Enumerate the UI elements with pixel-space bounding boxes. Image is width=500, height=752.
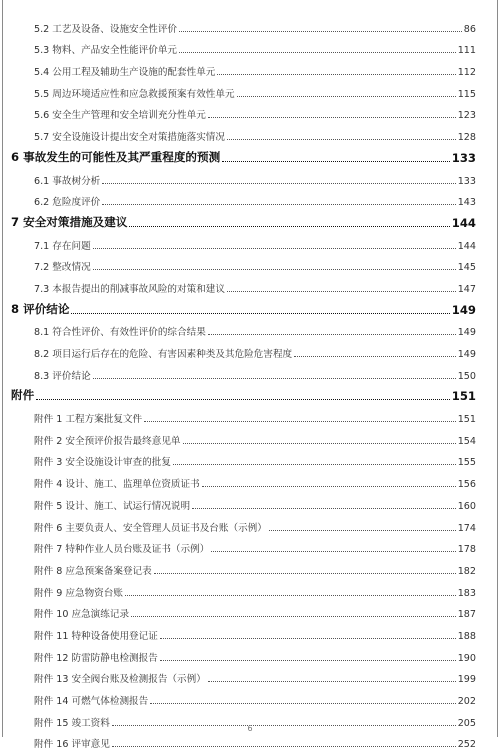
toc-dot-leader <box>208 116 456 118</box>
toc-entry-title: 附件 8 应急预案备案登记表 <box>34 565 152 577</box>
toc-entry-title: 5.4 公用工程及辅助生产设施的配套性单元 <box>34 67 216 79</box>
toc-dot-leader <box>160 659 456 661</box>
toc-dot-leader <box>125 594 456 596</box>
toc-dot-leader <box>217 73 455 75</box>
toc-entry-page: 156 <box>457 479 476 491</box>
toc-dot-leader <box>208 333 456 335</box>
toc-entry-page: 111 <box>457 45 476 57</box>
toc-section-entry[interactable] <box>0 275 500 297</box>
toc-entry-title: 附件 6 主要负责人、安全管理人员证书及台账（示例） <box>34 522 267 534</box>
toc-entry-page: 86 <box>463 23 476 35</box>
toc-entry-page: 183 <box>457 587 476 599</box>
toc-entry-page: 182 <box>457 565 476 577</box>
toc-section-entry[interactable] <box>0 362 500 384</box>
toc-entry-title: 5.7 安全设施设计提出安全对策措施落实情况 <box>34 132 225 144</box>
toc-entry-title: 8 评价结论 <box>11 301 70 316</box>
toc-section-entry[interactable] <box>0 449 500 471</box>
toc-entry-page: 147 <box>457 283 476 295</box>
toc-section-entry[interactable] <box>0 319 500 341</box>
toc-section-entry[interactable] <box>0 254 500 276</box>
toc-section-entry[interactable] <box>0 666 500 688</box>
toc-entry-page: 174 <box>457 522 476 534</box>
toc-section-entry[interactable] <box>0 37 500 59</box>
toc-section-entry[interactable] <box>0 644 500 666</box>
toc-entry-title: 附件 5 设计、施工、试运行情况说明 <box>34 500 191 512</box>
toc-entry-title: 8.3 评价结论 <box>34 370 91 382</box>
toc-entry-page: 133 <box>451 150 476 165</box>
toc-entry-page: 252 <box>457 739 476 751</box>
toc-section-entry[interactable] <box>0 601 500 623</box>
toc-dot-leader <box>102 182 455 184</box>
toc-entry-page: 115 <box>457 88 476 100</box>
toc-entry-page: 150 <box>457 370 476 382</box>
toc-dot-leader <box>131 615 456 617</box>
toc-dot-leader <box>269 529 456 531</box>
toc-entry-title: 附件 13 安全阀台账及检测报告（示例） <box>34 674 206 686</box>
toc-section-entry[interactable] <box>0 232 500 254</box>
toc-section-entry[interactable] <box>0 557 500 579</box>
toc-entry-page: 205 <box>457 717 476 729</box>
toc-entry-title: 附件 3 安全设施设计审查的批复 <box>34 457 171 469</box>
toc-entry-title: 7 安全对策措施及建议 <box>11 214 128 229</box>
page-number: 6 <box>247 724 253 733</box>
toc-entry-title: 5.6 安全生产管理和安全培训充分性单元 <box>34 110 206 122</box>
toc-dot-leader <box>144 420 456 422</box>
toc-section-entry[interactable] <box>0 80 500 102</box>
toc-entry-title: 6.2 危险度评价 <box>34 197 101 209</box>
toc-section-entry[interactable] <box>0 427 500 449</box>
toc-entry-title: 7.1 存在问题 <box>34 240 91 252</box>
toc-dot-leader <box>112 745 456 747</box>
toc-entry-page: 143 <box>457 197 476 209</box>
toc-entry-title: 5.3 物料、产品安全性能评价单元 <box>34 45 178 57</box>
toc-dot-leader <box>179 51 456 53</box>
toc-entry-title: 附件 12 防雷防静电检测报告 <box>34 652 158 664</box>
toc-section-entry[interactable] <box>0 579 500 601</box>
toc-entry-page: 149 <box>457 327 476 339</box>
toc-entry-title: 附件 9 应急物资台账 <box>34 587 123 599</box>
toc-entry-title: 附件 1 工程方案批复文件 <box>34 414 143 426</box>
toc-entry-page: 144 <box>457 240 476 252</box>
toc-entry-page: 112 <box>457 67 476 79</box>
toc-section-entry[interactable] <box>0 102 500 124</box>
toc-dot-leader <box>150 702 455 704</box>
toc-entry-title: 附件 2 安全预评价报告最终意见单 <box>34 435 181 447</box>
toc-chapter-entry[interactable] <box>0 297 500 319</box>
toc-entry-title: 6.1 事故树分析 <box>34 175 101 187</box>
toc-entry-page: 199 <box>457 674 476 686</box>
toc-entry-page: 155 <box>457 457 476 469</box>
toc-entry-page: 160 <box>457 500 476 512</box>
table-of-contents <box>0 15 500 752</box>
toc-entry-page: 133 <box>457 175 476 187</box>
toc-entry-title: 附件 10 应急演练记录 <box>34 609 130 621</box>
toc-entry-title: 附件 14 可燃气体检测报告 <box>34 696 149 707</box>
toc-dot-leader <box>93 268 456 270</box>
toc-entry-page: 154 <box>457 435 476 447</box>
toc-entry-title: 6 事故发生的可能性及其严重程度的预测 <box>11 149 221 164</box>
toc-dot-leader <box>211 550 455 552</box>
toc-dot-leader <box>202 485 456 487</box>
toc-entry-title: 附件 <box>11 388 35 403</box>
toc-section-entry[interactable] <box>0 340 500 362</box>
toc-entry-page: 149 <box>451 302 476 317</box>
toc-entry-page: 151 <box>457 414 476 426</box>
toc-dot-leader <box>237 95 456 97</box>
toc-dot-leader <box>227 138 456 140</box>
toc-section-entry[interactable] <box>0 622 500 644</box>
toc-entry-title: 附件 11 特种设备使用登记证 <box>34 630 158 642</box>
toc-dot-leader <box>208 680 456 682</box>
toc-entry-title: 8.2 项目运行后存在的危险、有害因素种类及其危险危害程度 <box>34 349 293 360</box>
toc-section-entry[interactable] <box>0 58 500 80</box>
toc-entry-title: 5.2 工艺及设备、设施安全性评价 <box>34 23 178 35</box>
toc-entry-title: 8.1 符合性评价、有效性评价的综合结果 <box>34 327 206 339</box>
toc-section-entry[interactable] <box>0 189 500 211</box>
toc-chapter-entry[interactable] <box>0 145 500 167</box>
toc-section-entry[interactable] <box>0 731 500 752</box>
toc-section-entry[interactable] <box>0 492 500 514</box>
toc-dot-leader <box>160 637 456 639</box>
toc-entry-page: 128 <box>457 132 476 144</box>
toc-section-entry[interactable] <box>0 167 500 189</box>
toc-entry-page: 202 <box>457 696 476 707</box>
toc-chapter-entry[interactable] <box>0 210 500 232</box>
toc-dot-leader <box>192 507 456 509</box>
toc-entry-page: 190 <box>457 652 476 664</box>
toc-dot-leader <box>36 398 450 400</box>
toc-section-entry[interactable] <box>0 470 500 492</box>
toc-dot-leader <box>179 30 462 32</box>
toc-entry-page: 144 <box>451 215 476 230</box>
toc-entry-page: 187 <box>457 609 476 621</box>
toc-dot-leader <box>294 355 456 357</box>
toc-entry-title: 附件 7 特种作业人员台账及证书（示例） <box>34 544 210 556</box>
toc-section-entry[interactable] <box>0 687 500 709</box>
toc-entry-page: 178 <box>457 544 476 556</box>
toc-entry-page: 149 <box>457 349 476 360</box>
toc-chapter-entry[interactable] <box>0 384 500 406</box>
toc-section-entry[interactable] <box>0 15 500 37</box>
toc-dot-leader <box>222 160 450 162</box>
toc-dot-leader <box>183 442 456 444</box>
toc-entry-title: 附件 4 设计、施工、监理单位资质证书 <box>34 479 200 491</box>
toc-entry-page: 145 <box>457 262 476 274</box>
toc-dot-leader <box>71 312 449 314</box>
toc-dot-leader <box>154 572 456 574</box>
toc-dot-leader <box>173 463 456 465</box>
toc-entry-title: 7.2 整改情况 <box>34 262 91 274</box>
toc-dot-leader <box>129 225 449 227</box>
toc-dot-leader <box>93 377 456 379</box>
toc-dot-leader <box>93 247 456 249</box>
toc-entry-title: 附件 16 评审意见 <box>34 739 110 751</box>
toc-entry-title: 附件 15 竣工资料 <box>34 717 110 729</box>
toc-entry-title: 5.5 周边环境适应性和应急救援预案有效性单元 <box>34 88 235 100</box>
toc-section-entry[interactable] <box>0 123 500 145</box>
toc-section-entry[interactable] <box>0 536 500 558</box>
toc-entry-page: 188 <box>457 630 476 642</box>
toc-dot-leader <box>227 290 456 292</box>
toc-section-entry[interactable] <box>0 405 500 427</box>
toc-entry-page: 151 <box>451 389 476 404</box>
toc-dot-leader <box>102 203 455 205</box>
toc-entry-page: 123 <box>457 110 476 122</box>
toc-section-entry[interactable] <box>0 514 500 536</box>
toc-entry-title: 7.3 本报告提出的削减事故风险的对策和建议 <box>34 283 225 295</box>
